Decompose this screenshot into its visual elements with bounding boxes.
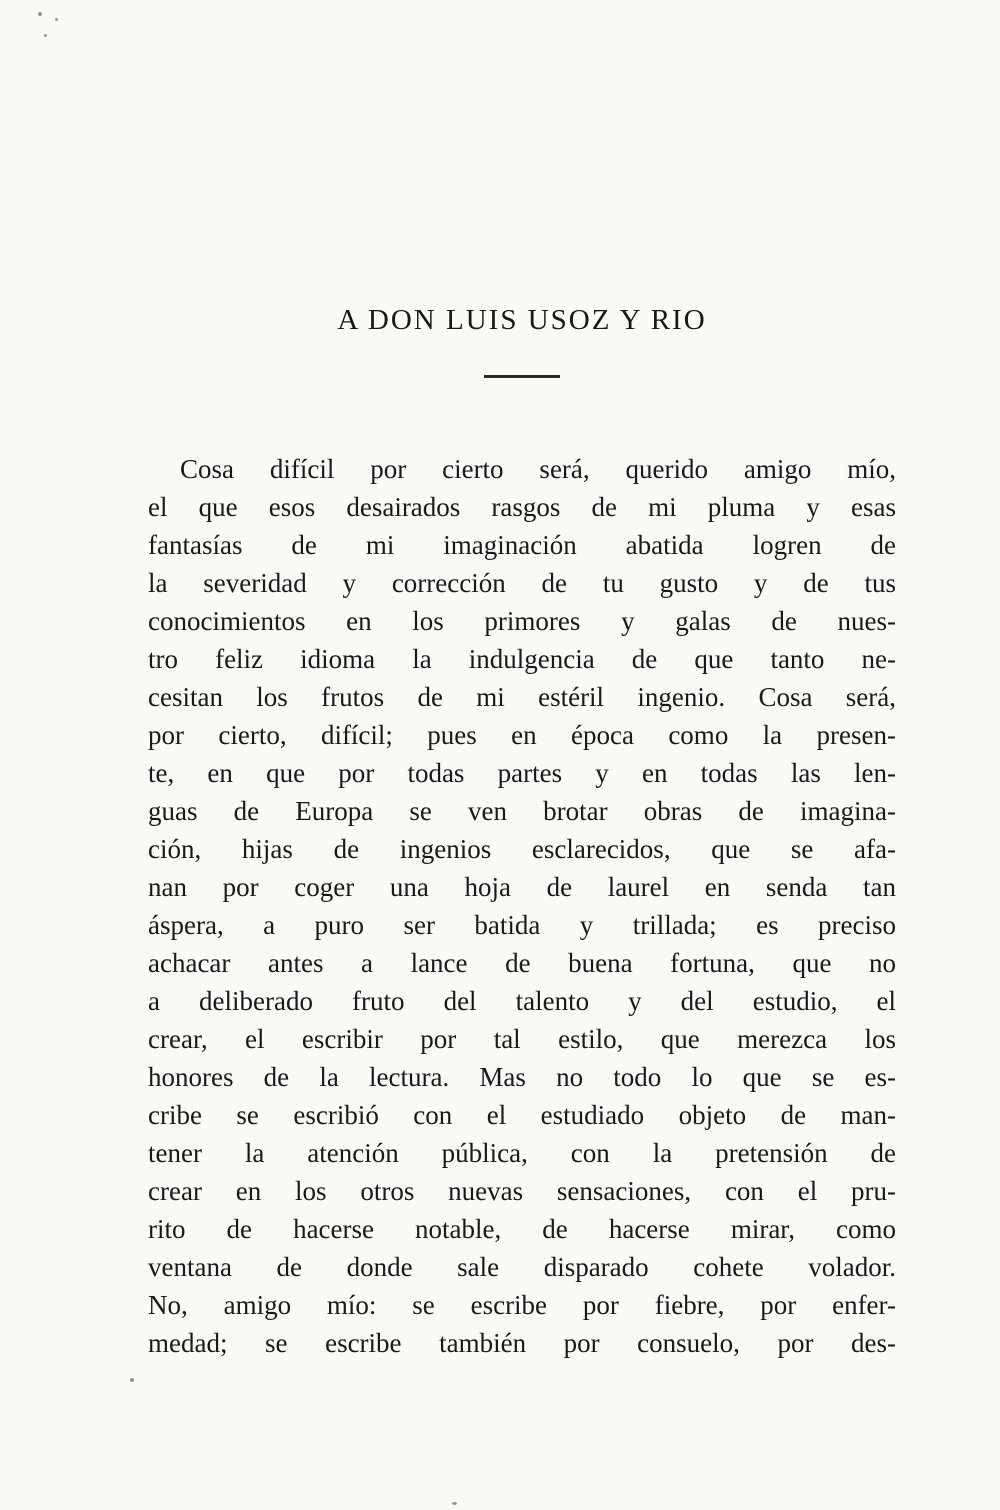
text-line: achacar antes a lance de buena fortuna, que no [148,948,896,978]
title-divider [484,375,560,378]
text-line: conocimientos en los primores y galas de nues- [148,606,896,636]
text-line: crear en los otros nuevas sensaciones, con el pru- [148,1176,896,1206]
text-line: honores de la lectura. Mas no todo lo que se es- [148,1062,896,1092]
page-title: A DON LUIS USOZ Y RIO [337,304,707,336]
text-line: tro feliz idioma la indulgencia de que tanto ne- [148,644,896,674]
text-line: rito de hacerse notable, de hacerse mirar, como [148,1214,896,1244]
text-line: el que esos desairados rasgos de mi pluma y esas [148,492,896,522]
text-line: Cosa difícil por cierto será, querido amigo mío, [180,454,896,484]
dedication-paragraph [148,450,896,1362]
text-line: te, en que por todas partes y en todas las len- [148,758,896,788]
text-line: crear, el escribir por tal estilo, que merezca los [148,1024,896,1054]
text-line: nan por coger una hoja de laurel en senda tan [148,872,896,902]
text-line: por cierto, difícil; pues en época como la presen- [148,720,896,750]
text-line: ción, hijas de ingenios esclarecidos, que se afa- [148,834,896,864]
text-line: No, amigo mío: se escribe por fiebre, por enfer- [148,1290,896,1320]
text-line: tener la atención pública, con la pretensión de [148,1138,896,1168]
text-line: cribe se escribió con el estudiado objeto de man- [148,1100,896,1130]
scan-speckle [452,1502,457,1505]
scan-speckle [55,18,58,21]
text-line: cesitan los frutos de mi estéril ingenio. Cosa será, [148,682,896,712]
page-content [148,303,896,1362]
text-line: la severidad y corrección de tu gusto y de tus [148,568,896,598]
text-line: medad; se escribe también por consuelo, por des- [148,1328,896,1358]
scan-speckle [130,1378,134,1382]
text-line: ventana de donde sale disparado cohete volador. [148,1252,896,1282]
scan-speckle [38,12,42,16]
text-line: fantasías de mi imaginación abatida logren de [148,530,896,560]
text-line: guas de Europa se ven brotar obras de imagina- [148,796,896,826]
text-line: áspera, a puro ser batida y trillada; es preciso [148,910,896,940]
scan-speckle [44,34,47,37]
text-line: a deliberado fruto del talento y del estudio, el [148,986,896,1016]
